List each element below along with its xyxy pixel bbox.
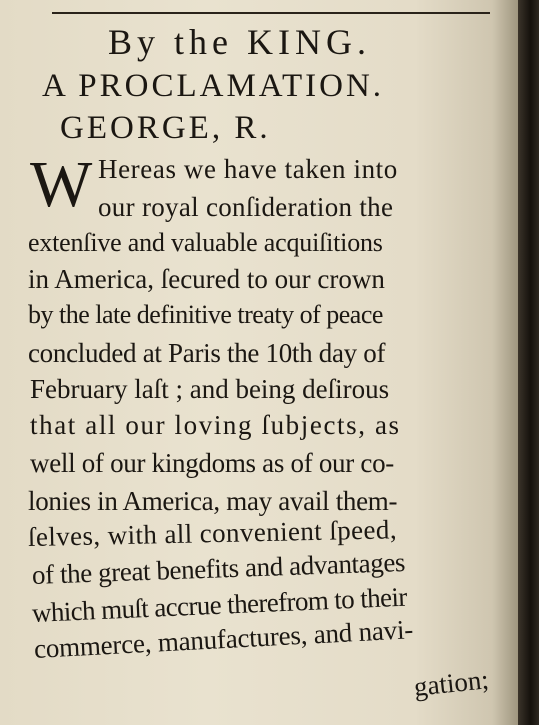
body-line-3: extenſive and valuable acquiſitions: [28, 228, 383, 257]
body-line-1: Hereas we have taken into: [98, 154, 398, 184]
body-line-2: our royal conſideration the: [98, 192, 394, 222]
drop-cap-w: W: [30, 148, 93, 221]
body-line-13: which muſt accrue therefrom to their: [31, 581, 408, 628]
body-line-9: well of our kingdoms as of our co-: [30, 448, 394, 478]
body-line-14: commerce, manufactures, and navi-: [33, 614, 414, 664]
body-line-15: gation;: [412, 664, 491, 702]
top-rule: [52, 12, 490, 14]
body-line-8: that all our loving ſubjects, as: [30, 410, 401, 440]
body-line-12: of the great benefits and advantages: [31, 546, 406, 590]
body-line-11: ſelves, with all convenient ſpeed,: [27, 514, 398, 552]
book-gutter-shadow: [518, 0, 539, 725]
proclamation-title: A PROCLAMATION.: [42, 68, 385, 104]
body-line-7: February laſt ; and being deſirous: [30, 374, 390, 404]
body-line-10: lonies in America, may avail them-: [28, 486, 398, 516]
signature-george-r: GEORGE, R.: [60, 110, 271, 146]
body-line-6: concluded at Paris the 10th day of: [28, 338, 386, 368]
body-line-4: in America, ſecured to our crown: [28, 264, 385, 294]
by-the-king-heading: By the KING.: [108, 22, 371, 62]
body-line-5: by the late definitive treaty of peace: [28, 300, 383, 329]
